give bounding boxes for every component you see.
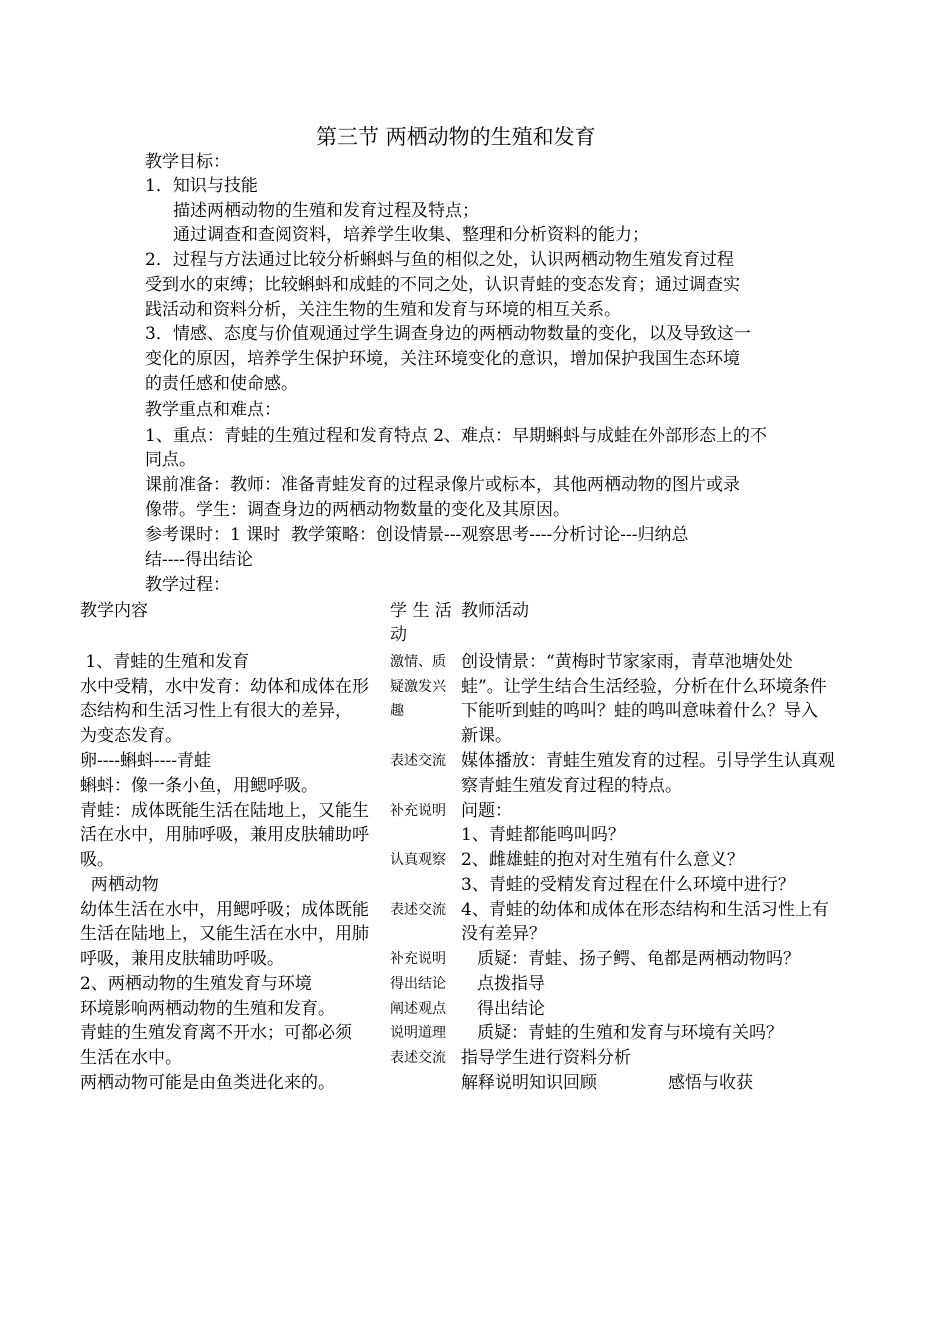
student-activity: 表述交流	[390, 1050, 446, 1066]
page-title: 第三节 两栖动物的生殖和发育	[316, 125, 596, 149]
teacher-activity: 问题：	[461, 801, 512, 821]
teacher-activity: 点拨指导	[477, 974, 545, 994]
col-header-teacher: 教师活动	[461, 601, 529, 621]
teacher-activity: 感悟与收获	[668, 1073, 753, 1093]
student-activity: 表述交流	[390, 753, 446, 769]
content-line: 环境影响两栖动物的生殖和发育。	[80, 999, 335, 1019]
keypoints-heading: 教学重点和难点：	[145, 400, 281, 420]
keypoints-line-2: 同点。	[145, 450, 196, 470]
student-activity: 趣	[390, 703, 404, 719]
teacher-activity: 没有差异？	[461, 924, 546, 944]
teacher-activity: 创设情景：“黄梅时节家家雨，青草池塘处处	[461, 652, 793, 672]
emotion-line-3: 的责任感和使命感。	[145, 374, 298, 394]
content-line: 1、青蛙的生殖和发育	[80, 652, 250, 672]
student-activity: 疑激发兴	[390, 679, 446, 695]
col-header-student: 学 生 活	[390, 601, 452, 621]
content-line: 为变态发育。	[80, 726, 182, 746]
teacher-activity: 蛙”。让学生结合生活经验，分析在什么环境条件	[461, 677, 827, 697]
emotion-line-1: 3．情感、态度与价值观通过学生调查身边的两栖动物数量的变化，以及导致这一	[145, 324, 751, 344]
content-line: 吸。	[80, 850, 114, 870]
process-line-1: 2．过程与方法通过比较分析蝌蚪与鱼的相似之处，认识两栖动物生殖发育过程	[145, 250, 734, 270]
content-line: 青蛙：成体既能生活在陆地上，又能生	[80, 801, 369, 821]
knowledge-line-2: 通过调查和查阅资料，培养学生收集、整理和分析资料的能力；	[173, 225, 649, 245]
student-activity: 说明道理	[390, 1025, 446, 1041]
content-line: 两栖动物	[80, 875, 159, 895]
student-activity: 补充说明	[390, 803, 446, 819]
emotion-line-2: 变化的原因，培养学生保护环境，关注环境变化的意识，增加保护我国生态环境	[145, 349, 740, 369]
student-activity: 认真观察	[390, 852, 446, 868]
content-line: 水中受精，水中发育：幼体和成体在形	[80, 677, 369, 697]
objectives-heading: 教学目标：	[145, 152, 230, 172]
content-line: 呼吸，兼用皮肤辅助呼吸。	[80, 949, 284, 969]
student-activity: 激情、质	[390, 654, 446, 670]
process-heading: 教学过程：	[145, 575, 230, 595]
teacher-activity: 媒体播放：青蛙生殖发育的过程。引导学生认真观	[461, 751, 835, 771]
teacher-activity: 2、雌雄蛙的抱对对生殖有什么意义？	[461, 850, 744, 870]
teacher-activity: 质疑：青蛙的生殖和发育与环境有关吗？	[477, 1023, 783, 1043]
knowledge-heading: 1．知识与技能	[145, 176, 258, 196]
content-line: 态结构和生活习性上有很大的差异，	[80, 701, 352, 721]
prep-line-2: 像带。学生：调查身边的两栖动物数量的变化及其原因。	[145, 500, 570, 520]
knowledge-line-1: 描述两栖动物的生殖和发育过程及特点；	[173, 201, 479, 221]
student-activity: 阐述观点	[390, 1001, 446, 1017]
teacher-activity: 得出结论	[477, 999, 545, 1019]
process-line-2: 受到水的束缚；比较蝌蚪和成蛙的不同之处，认识青蛙的变态发育；通过调查实	[145, 275, 740, 295]
teacher-activity: 察青蛙生殖发育过程的特点。	[461, 776, 682, 796]
hours-line-1: 参考课时：1 课时 教学策略：创设情景---观察思考----分析讨论---归纳总	[145, 525, 689, 545]
teacher-activity: 1、青蛙都能鸣叫吗？	[461, 825, 625, 845]
content-line: 两栖动物可能是由鱼类进化来的。	[80, 1073, 335, 1093]
keypoints-line-1: 1、重点：青蛙的生殖过程和发育特点 2、难点：早期蝌蚪与成蛙在外部形态上的不	[145, 426, 768, 446]
col-header-student-2: 动	[390, 625, 407, 645]
content-line: 活在水中，用肺呼吸，兼用皮肤辅助呼	[80, 825, 369, 845]
teacher-activity: 下能听到蛙的鸣叫？蛙的鸣叫意味着什么？导入	[461, 701, 818, 721]
content-line: 生活在水中。	[80, 1048, 182, 1068]
col-header-content: 教学内容	[80, 601, 148, 621]
process-line-3: 践活动和资料分析，关注生物的生殖和发育与环境的相互关系。	[145, 300, 621, 320]
content-line: 生活在陆地上，又能生活在水中，用肺	[80, 924, 369, 944]
content-line: 蝌蚪：像一条小鱼，用鳃呼吸。	[80, 776, 318, 796]
teacher-activity: 解释说明知识回顾	[461, 1073, 597, 1093]
teacher-activity: 新课。	[461, 726, 512, 746]
teacher-activity: 指导学生进行资料分析	[461, 1048, 631, 1068]
teacher-activity: 质疑：青蛙、扬子鳄、龟都是两栖动物吗？	[477, 949, 800, 969]
content-line: 青蛙的生殖发育离不开水；可都必须	[80, 1023, 352, 1043]
student-activity: 得出结论	[390, 976, 446, 992]
content-line: 幼体生活在水中，用鳃呼吸；成体既能	[80, 900, 369, 920]
hours-line-2: 结----得出结论	[145, 550, 253, 570]
student-activity: 表述交流	[390, 902, 446, 918]
content-line: 卵----蝌蚪----青蛙	[80, 751, 211, 771]
prep-line-1: 课前准备：教师：准备青蛙发育的过程录像片或标本，其他两栖动物的图片或录	[145, 475, 740, 495]
teacher-activity: 4、青蛙的幼体和成体在形态结构和生活习性上有	[461, 900, 829, 920]
content-line: 2、两栖动物的生殖发育与环境	[80, 974, 312, 994]
teacher-activity: 3、青蛙的受精发育过程在什么环境中进行？	[461, 875, 795, 895]
student-activity: 补充说明	[390, 951, 446, 967]
